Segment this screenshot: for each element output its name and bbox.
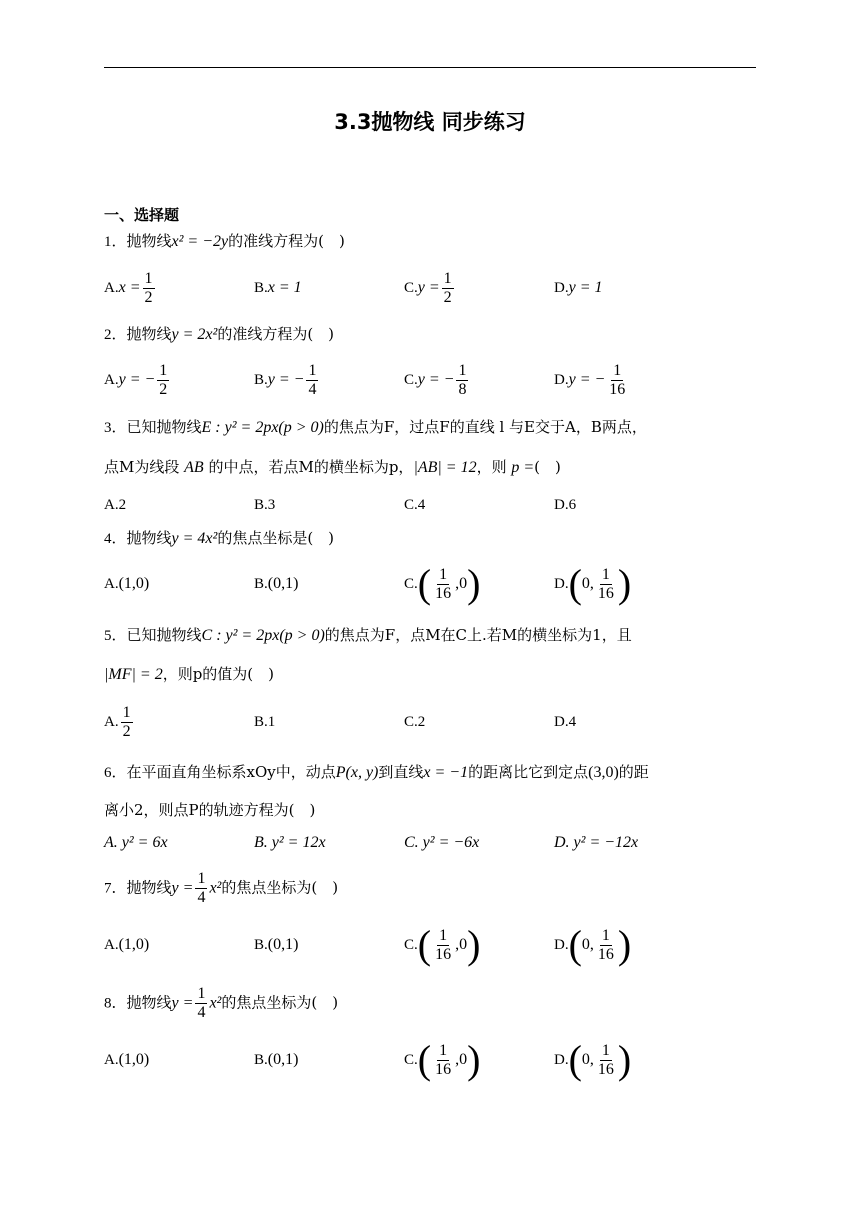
option-a[interactable]: A. (1,0)	[104, 936, 150, 953]
question-6: 6．在平面直角坐标系xOy中，动点P(x, y)到直线x = −1的距离比它到定点(3,0)的距	[104, 763, 649, 781]
question-2: 2．抛物线y = 2x²的准线方程为( )	[104, 325, 335, 343]
question-2-options	[104, 360, 756, 400]
option-b[interactable]: B. x = 1	[254, 279, 302, 296]
question-8: 8．抛物线y = $\frac{1}{4}$ x²的焦点坐标为( )	[104, 985, 339, 1021]
option-c[interactable]: C.2	[404, 713, 426, 730]
option-c[interactable]: C. y = $\frac{1}{2}$	[404, 269, 452, 306]
option-b[interactable]: B. y = − $\frac{1}{4}$	[254, 361, 317, 398]
option-d[interactable]: D.6	[554, 496, 577, 513]
option-a[interactable]: A. y² = 6x	[104, 834, 168, 851]
option-d[interactable]: D. ( 0, $\frac{1}{16}$ )	[554, 1037, 632, 1082]
option-b[interactable]: B. (0,1)	[254, 936, 299, 953]
question-7-options	[104, 922, 756, 967]
option-b[interactable]: B.3	[254, 496, 276, 513]
option-a[interactable]: A. x = $\frac{1}{2}$	[104, 269, 153, 306]
option-d[interactable]: D. y = 1	[554, 279, 603, 296]
question-5: 5．已知抛物线C : y² = 2px(p > 0)的焦点为F，点M在C上.若M的横坐标为1，且	[104, 626, 632, 644]
question-8-options	[104, 1037, 756, 1082]
question-4: 4．抛物线y = 4x²的焦点坐标是( )	[104, 529, 335, 547]
question-3: 3．已知抛物线E : y² = 2px(p > 0)的焦点为F，过点F的直线 l 与E交于A，B两点，	[104, 418, 647, 436]
question-5-options	[104, 702, 756, 742]
option-b[interactable]: B. (0,1)	[254, 575, 299, 592]
option-d[interactable]: D.4	[554, 713, 577, 730]
question-1: 1．抛物线x² = −2y的准线方程为( )	[104, 232, 345, 250]
question-3-options	[104, 485, 756, 525]
option-d[interactable]: D. y = − $\frac{1}{16}$	[554, 361, 626, 398]
option-c[interactable]: C.4	[404, 496, 426, 513]
question-1-options	[104, 268, 756, 308]
option-c[interactable]: C. ( $\frac{1}{16}$ ,0 )	[404, 561, 481, 606]
question-6-line-2: 离小2，则点P的轨迹方程为( )	[104, 801, 316, 819]
option-d[interactable]: D. ( 0, $\frac{1}{16}$ )	[554, 561, 632, 606]
option-c[interactable]: C. ( $\frac{1}{16}$ ,0 )	[404, 1037, 481, 1082]
option-c[interactable]: C. ( $\frac{1}{16}$ ,0 )	[404, 922, 481, 967]
question-3-line-2: 点M为线段 AB 的中点，若点M的横坐标为p，|AB| = 12，则 p =( )	[104, 458, 561, 476]
option-b[interactable]: B. (0,1)	[254, 1051, 299, 1068]
option-b[interactable]: B.1	[254, 713, 276, 730]
section-heading: 一、选择题	[104, 206, 180, 224]
option-a[interactable]: A.2	[104, 496, 127, 513]
top-rule	[104, 67, 756, 68]
option-d[interactable]: D. y² = −12x	[554, 834, 639, 851]
option-c[interactable]: C. y² = −6x	[404, 834, 480, 851]
option-a[interactable]: A. y = − $\frac{1}{2}$	[104, 361, 168, 398]
option-a[interactable]: A. (1,0)	[104, 575, 150, 592]
option-b[interactable]: B. y² = 12x	[254, 834, 326, 851]
option-a[interactable]: A. (1,0)	[104, 1051, 150, 1068]
question-6-options	[104, 823, 756, 863]
question-5-line-2: |MF| = 2，则p的值为( )	[104, 665, 275, 683]
option-a[interactable]: A. $\frac{1}{2}$	[104, 703, 131, 740]
page-title: 3.3抛物线 同步练习	[334, 110, 526, 134]
question-4-options	[104, 561, 756, 606]
option-c[interactable]: C. y = − $\frac{1}{8}$	[404, 361, 467, 398]
option-d[interactable]: D. ( 0, $\frac{1}{16}$ )	[554, 922, 632, 967]
question-7: 7．抛物线y = $\frac{1}{4}$ x²的焦点坐标为( )	[104, 870, 339, 906]
